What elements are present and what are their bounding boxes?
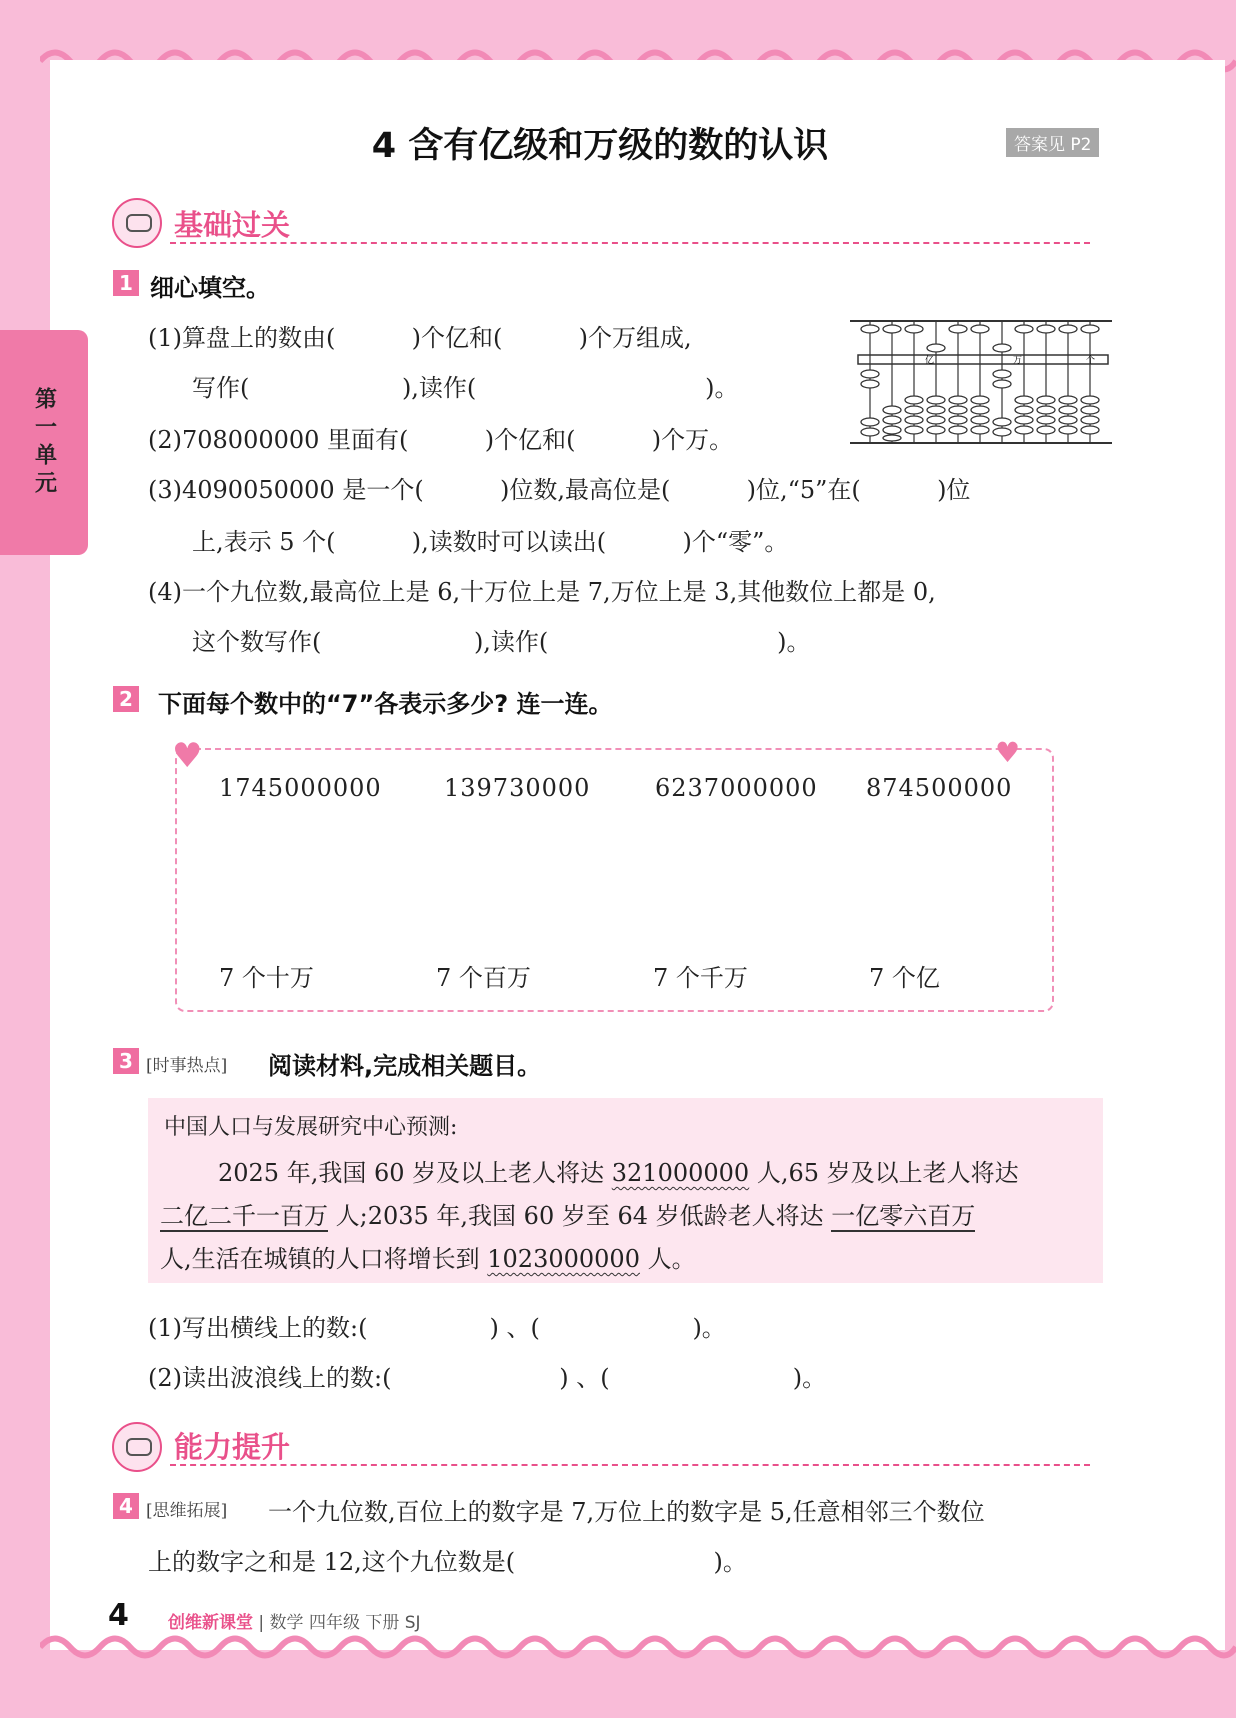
q1-line-6: (4)一个九位数,最高位上是 6,十万位上是 7,万位上是 3,其他数位上都是 0,	[148, 578, 936, 606]
question-number-1: 1	[113, 270, 139, 296]
material-line-2: 二亿二千一百万 人;2035 年,我国 60 岁至 64 岁低龄老人将达 一亿零六百万	[160, 1202, 976, 1230]
q4-line-1: 一个九位数,百位上的数字是 7,万位上的数字是 5,任意相邻三个数位	[268, 1498, 985, 1526]
section-heading-advanced: 能力提升	[174, 1430, 291, 1464]
match-number[interactable]: 1745000000	[219, 774, 382, 802]
q1-line-1: (1)算盘上的数由( )个亿和( )个万组成,	[148, 324, 692, 352]
q1-line-2: 写作( ),读作( )。	[192, 374, 739, 402]
match-number[interactable]: 139730000	[444, 774, 591, 802]
q4-line-2: 上的数字之和是 12,这个九位数是( )。	[148, 1548, 747, 1576]
section-heading-basic: 基础过关	[174, 208, 291, 242]
question-number-4: 4	[113, 1493, 139, 1519]
page-number: 4	[108, 1598, 129, 1633]
question-1-title: 细心填空。	[150, 274, 270, 302]
unit-side-tab	[0, 330, 88, 555]
q1-line-4: (3)4090050000 是一个( )位数,最高位是( )位,“5”在( )位	[148, 476, 971, 504]
q1-line-3: (2)708000000 里面有( )个亿和( )个万。	[148, 426, 734, 454]
match-meaning[interactable]: 7 个亿	[869, 964, 940, 992]
question-2-title: 下面每个数中的“7”各表示多少? 连一连。	[158, 690, 613, 718]
abacus-diagram	[850, 318, 1112, 446]
heart-icon: ♥	[995, 736, 1021, 769]
wavy-number-2: 1023000000	[487, 1245, 640, 1273]
underlined-text-2: 一亿零六百万	[831, 1202, 976, 1230]
footer-brand: 创维新课堂	[168, 1613, 253, 1633]
question-3-title: 阅读材料,完成相关题目。	[268, 1052, 542, 1080]
footer-details: | 数学 四年级 下册 SJ	[258, 1613, 421, 1633]
q1-line-5: 上,表示 5 个( ),读数时可以读出( )个“零”。	[192, 528, 789, 556]
match-number[interactable]: 874500000	[866, 774, 1013, 802]
section-divider	[170, 242, 1090, 244]
q3-sub-2: (2)读出波浪线上的数:( ) 、( )。	[148, 1364, 827, 1392]
match-meaning[interactable]: 7 个千万	[653, 964, 748, 992]
heart-icon: ♥	[172, 736, 203, 776]
mascot-icon	[112, 1422, 162, 1472]
match-meaning[interactable]: 7 个百万	[436, 964, 531, 992]
q1-line-7: 这个数写作( ),读作( )。	[192, 628, 811, 656]
mascot-icon	[112, 198, 162, 248]
answer-reference-badge: 答案见 P2	[1006, 128, 1099, 157]
wavy-number-1: 321000000	[611, 1159, 750, 1187]
abacus-label-ge: 个	[1086, 356, 1096, 366]
question-3-tag: [时事热点]	[146, 1056, 228, 1076]
section-divider	[170, 1464, 1090, 1466]
match-number[interactable]: 6237000000	[655, 774, 818, 802]
underlined-text-1: 二亿二千一百万	[160, 1202, 328, 1230]
footer-text	[168, 1608, 421, 1633]
question-number-3: 3	[113, 1048, 139, 1074]
unit-label: 第一单元	[31, 386, 57, 499]
question-4-tag: [思维拓展]	[146, 1501, 228, 1521]
material-line-3: 人,生活在城镇的人口将增长到 1023000000 人。	[160, 1245, 696, 1273]
question-number-2: 2	[113, 686, 139, 712]
wavy-border-bottom	[40, 1630, 1236, 1664]
abacus-label-yi: 亿	[925, 356, 935, 366]
material-line-1: 2025 年,我国 60 岁及以上老人将达 321000000 人,65 岁及以上老人将达	[218, 1159, 1019, 1187]
q3-sub-1: (1)写出横线上的数:( ) 、( )。	[148, 1314, 726, 1342]
material-heading: 中国人口与发展研究中心预测:	[164, 1115, 458, 1140]
abacus-label-wan: 万	[1013, 356, 1023, 366]
page-title: 4 含有亿级和万级的数的认识	[371, 126, 829, 166]
match-meaning[interactable]: 7 个十万	[219, 964, 314, 992]
